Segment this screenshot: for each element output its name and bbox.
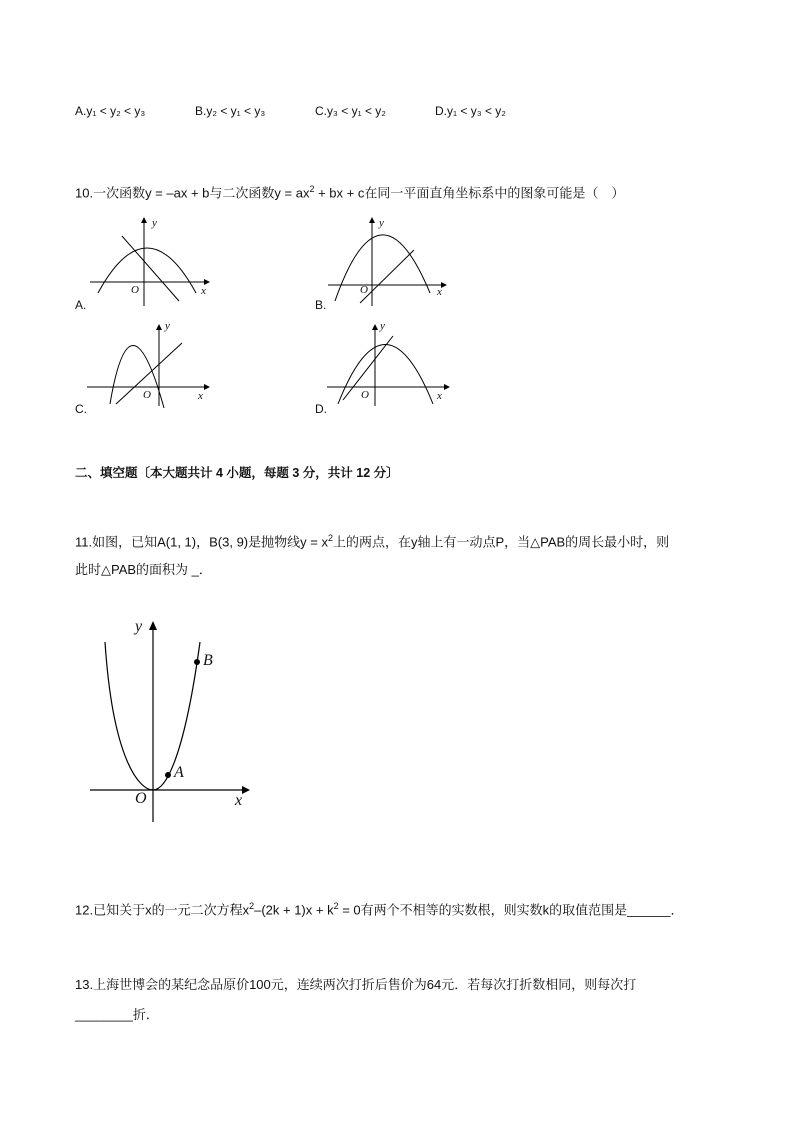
- q10-text-b: + bx + c在同一平面直角坐标系中的图象可能是（ ）: [314, 185, 625, 201]
- q10-c-x-label: x: [198, 390, 203, 402]
- q10-graph-c: [85, 318, 215, 410]
- q10-question: [75, 181, 624, 201]
- q10-c-y-label: y: [165, 320, 170, 332]
- q9-option-b: B.y₂ < y₁ < y₃: [195, 104, 266, 118]
- q13-line-1: 13.上海世博会的某纪念品原价100元，连续两次打折后售价为64元．若每次打折数相同，则每次打: [75, 977, 637, 992]
- q11-y-label: y: [135, 618, 143, 635]
- q11-x-label: x: [235, 792, 243, 809]
- section-2-heading: 二、填空题〔本大题共计 4 小题，每题 3 分，共计 12 分〕: [75, 466, 399, 480]
- q10-b-origin: O: [360, 284, 368, 296]
- q10-d-x-label: x: [437, 390, 442, 402]
- q12-text-b: –(2k + 1)x + k: [254, 902, 334, 918]
- q12-text-c: = 0有两个不相等的实数根，则实数k的取值范围是______．: [338, 902, 684, 918]
- q9-option-c: C.y₃ < y₁ < y₂: [315, 104, 386, 118]
- q10-c-origin: O: [143, 389, 151, 401]
- q10-a-origin: O: [131, 284, 139, 296]
- q10-text-a: 10.一次函数y = –ax + b与二次函数y = ax: [75, 185, 310, 201]
- q10-a-y-label: y: [152, 217, 157, 229]
- q12-text-a: 12.已知关于x的一元二次方程x: [75, 902, 250, 918]
- q10-graph-d: [325, 318, 455, 410]
- q11-sup: 2: [327, 533, 333, 543]
- q10-d-y-label: y: [380, 320, 385, 332]
- q13-line-2: ________折．: [75, 1007, 159, 1022]
- q10-d-origin: O: [361, 389, 369, 401]
- q10-a-x-label: x: [201, 285, 206, 297]
- q11-parabola-figure: [85, 612, 260, 827]
- q12-question: [75, 898, 684, 918]
- q10-graph-b: [325, 213, 455, 308]
- q10-b-y-label: y: [379, 217, 384, 229]
- q10-label-c: C.: [75, 402, 87, 416]
- q9-option-d: D.y₁ < y₃ < y₂: [435, 104, 506, 118]
- q10-b-x-label: x: [437, 286, 442, 298]
- q11-line-2: 此时△PAB的面积为 _．: [75, 562, 212, 577]
- q10-label-d: D.: [315, 402, 327, 416]
- q10-label-a: A.: [75, 298, 87, 312]
- q10-sup: 2: [309, 184, 315, 194]
- q12-sup-2: 2: [333, 901, 339, 911]
- q11-point-a-label: A: [174, 764, 184, 781]
- q12-sup-1: 2: [249, 901, 255, 911]
- q11-point-b-label: B: [203, 652, 213, 669]
- q11-origin-label: O: [135, 790, 147, 807]
- q11-line-1: [75, 530, 669, 550]
- q10-label-b: B.: [315, 298, 327, 312]
- q9-option-a: A.y₁ < y₂ < y₃: [75, 104, 146, 118]
- q11-text-b: 上的两点，在y轴上有一动点P，当△PAB的周长最小时，则: [332, 534, 670, 550]
- q11-text-a: 11.如图，已知A(1, 1)，B(3, 9)是抛物线y = x: [75, 534, 328, 550]
- q10-graph-a: [85, 213, 215, 308]
